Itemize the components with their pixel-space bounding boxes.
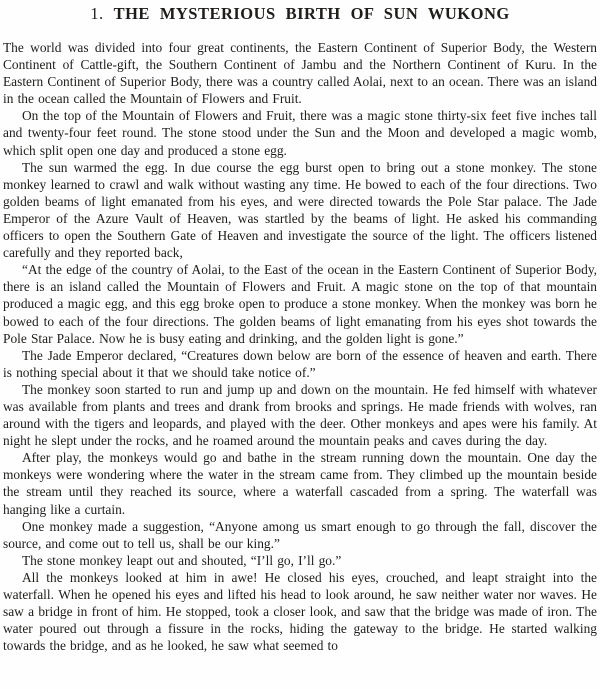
paragraph: “At the edge of the country of Aolai, to the East of the ocean in the Eastern Continent of Superior Body, there is an island called the Mountain of Flowers and Fruit. A magic stone on the top of that mountain produced a magic egg, and this egg broke open to produce a stone monkey. When the monkey was born he bowed to each of the four directions. The golden beams of light emanating from his eyes shot towards the Pole Star Palace. Now he is busy eating and drinking, and the golden light is gone.” [3,262,597,346]
chapter-title [3,4,597,24]
page-body [3,39,597,654]
chapter-title-text: THE MYSTERIOUS BIRTH OF SUN WUKONG [113,4,510,23]
paragraph: After play, the monkeys would go and bathe in the stream running down the mountain. One day the monkeys were wondering where the water in the stream came from. They climbed up the mountain beside the stream until they reached its source, where a waterfall cascaded from a spring. The waterfall was hanging like a curtain. [3,450,597,517]
paragraph: The sun warmed the egg. In due course the egg burst open to bring out a stone monkey. The stone monkey learned to crawl and walk without wasting any time. He bowed to each of the four directions. Two golden beams of light emanated from his eyes, and were directed towards the Pole Star palace. The Jade Emperor of the Azure Vault of Heaven, was startled by the beams of light. He asked his commanding officers to open the Southern Gate of Heaven and investigate the source of the light. The officers listened carefully and they reported back, [3,159,597,261]
paragraph: On the top of the Mountain of Flowers and Fruit, there was a magic stone thirty-six feet five inches tall and twenty-four feet round. The stone stood under the Sun and the Moon and developed a magic womb, which split open one day and produced a stone egg. [3,108,597,158]
paragraph: The stone monkey leapt out and shouted, “I’ll go, I’ll go.” [22,552,342,568]
paragraph: The monkey soon started to run and jump up and down on the mountain. He fed himself with whatever was available from plants and trees and drank from brooks and springs. He made friends with wolves, ran around with the tigers and leopards, and played with the deer. Other monkeys and apes were his family. At night he slept under the rocks, and he roamed around the mountain peaks and caves during the day. [3,381,597,449]
paragraph: One monkey made a suggestion, “Anyone among us smart enough to go through the fall, discover the source, and come out to tell us, shall be our king.” [3,518,597,551]
paragraph: The Jade Emperor declared, “Creatures down below are born of the essence of heaven and earth. There is nothing special about it that we should take notice of.” [3,347,597,380]
paragraph: The world was divided into four great continents, the Eastern Continent of Superior Body, the Western Continent of Cattle-gift, the Southern Continent of Jambu and the Northern Continent of Kuru. In the Eastern Continent of Superior Body, there was a country called Aolai, next to an ocean. There was an island in the ocean called the Mountain of Flowers and Fruit. [3,40,597,107]
chapter-number: 1. [90,4,104,23]
paragraph: All the monkeys looked at him in awe! He closed his eyes, crouched, and leapt straight into the waterfall. When he opened his eyes and lifted his head to look around, he saw neither water nor waves. He saw a bridge in front of him. He stopped, took a closer look, and saw that the bridge was made of iron. The water poured out through a fissure in the rocks, hiding the gateway to the bridge. He started walking towards the bridge, and as he looked, he saw what seemed to [3,569,597,654]
